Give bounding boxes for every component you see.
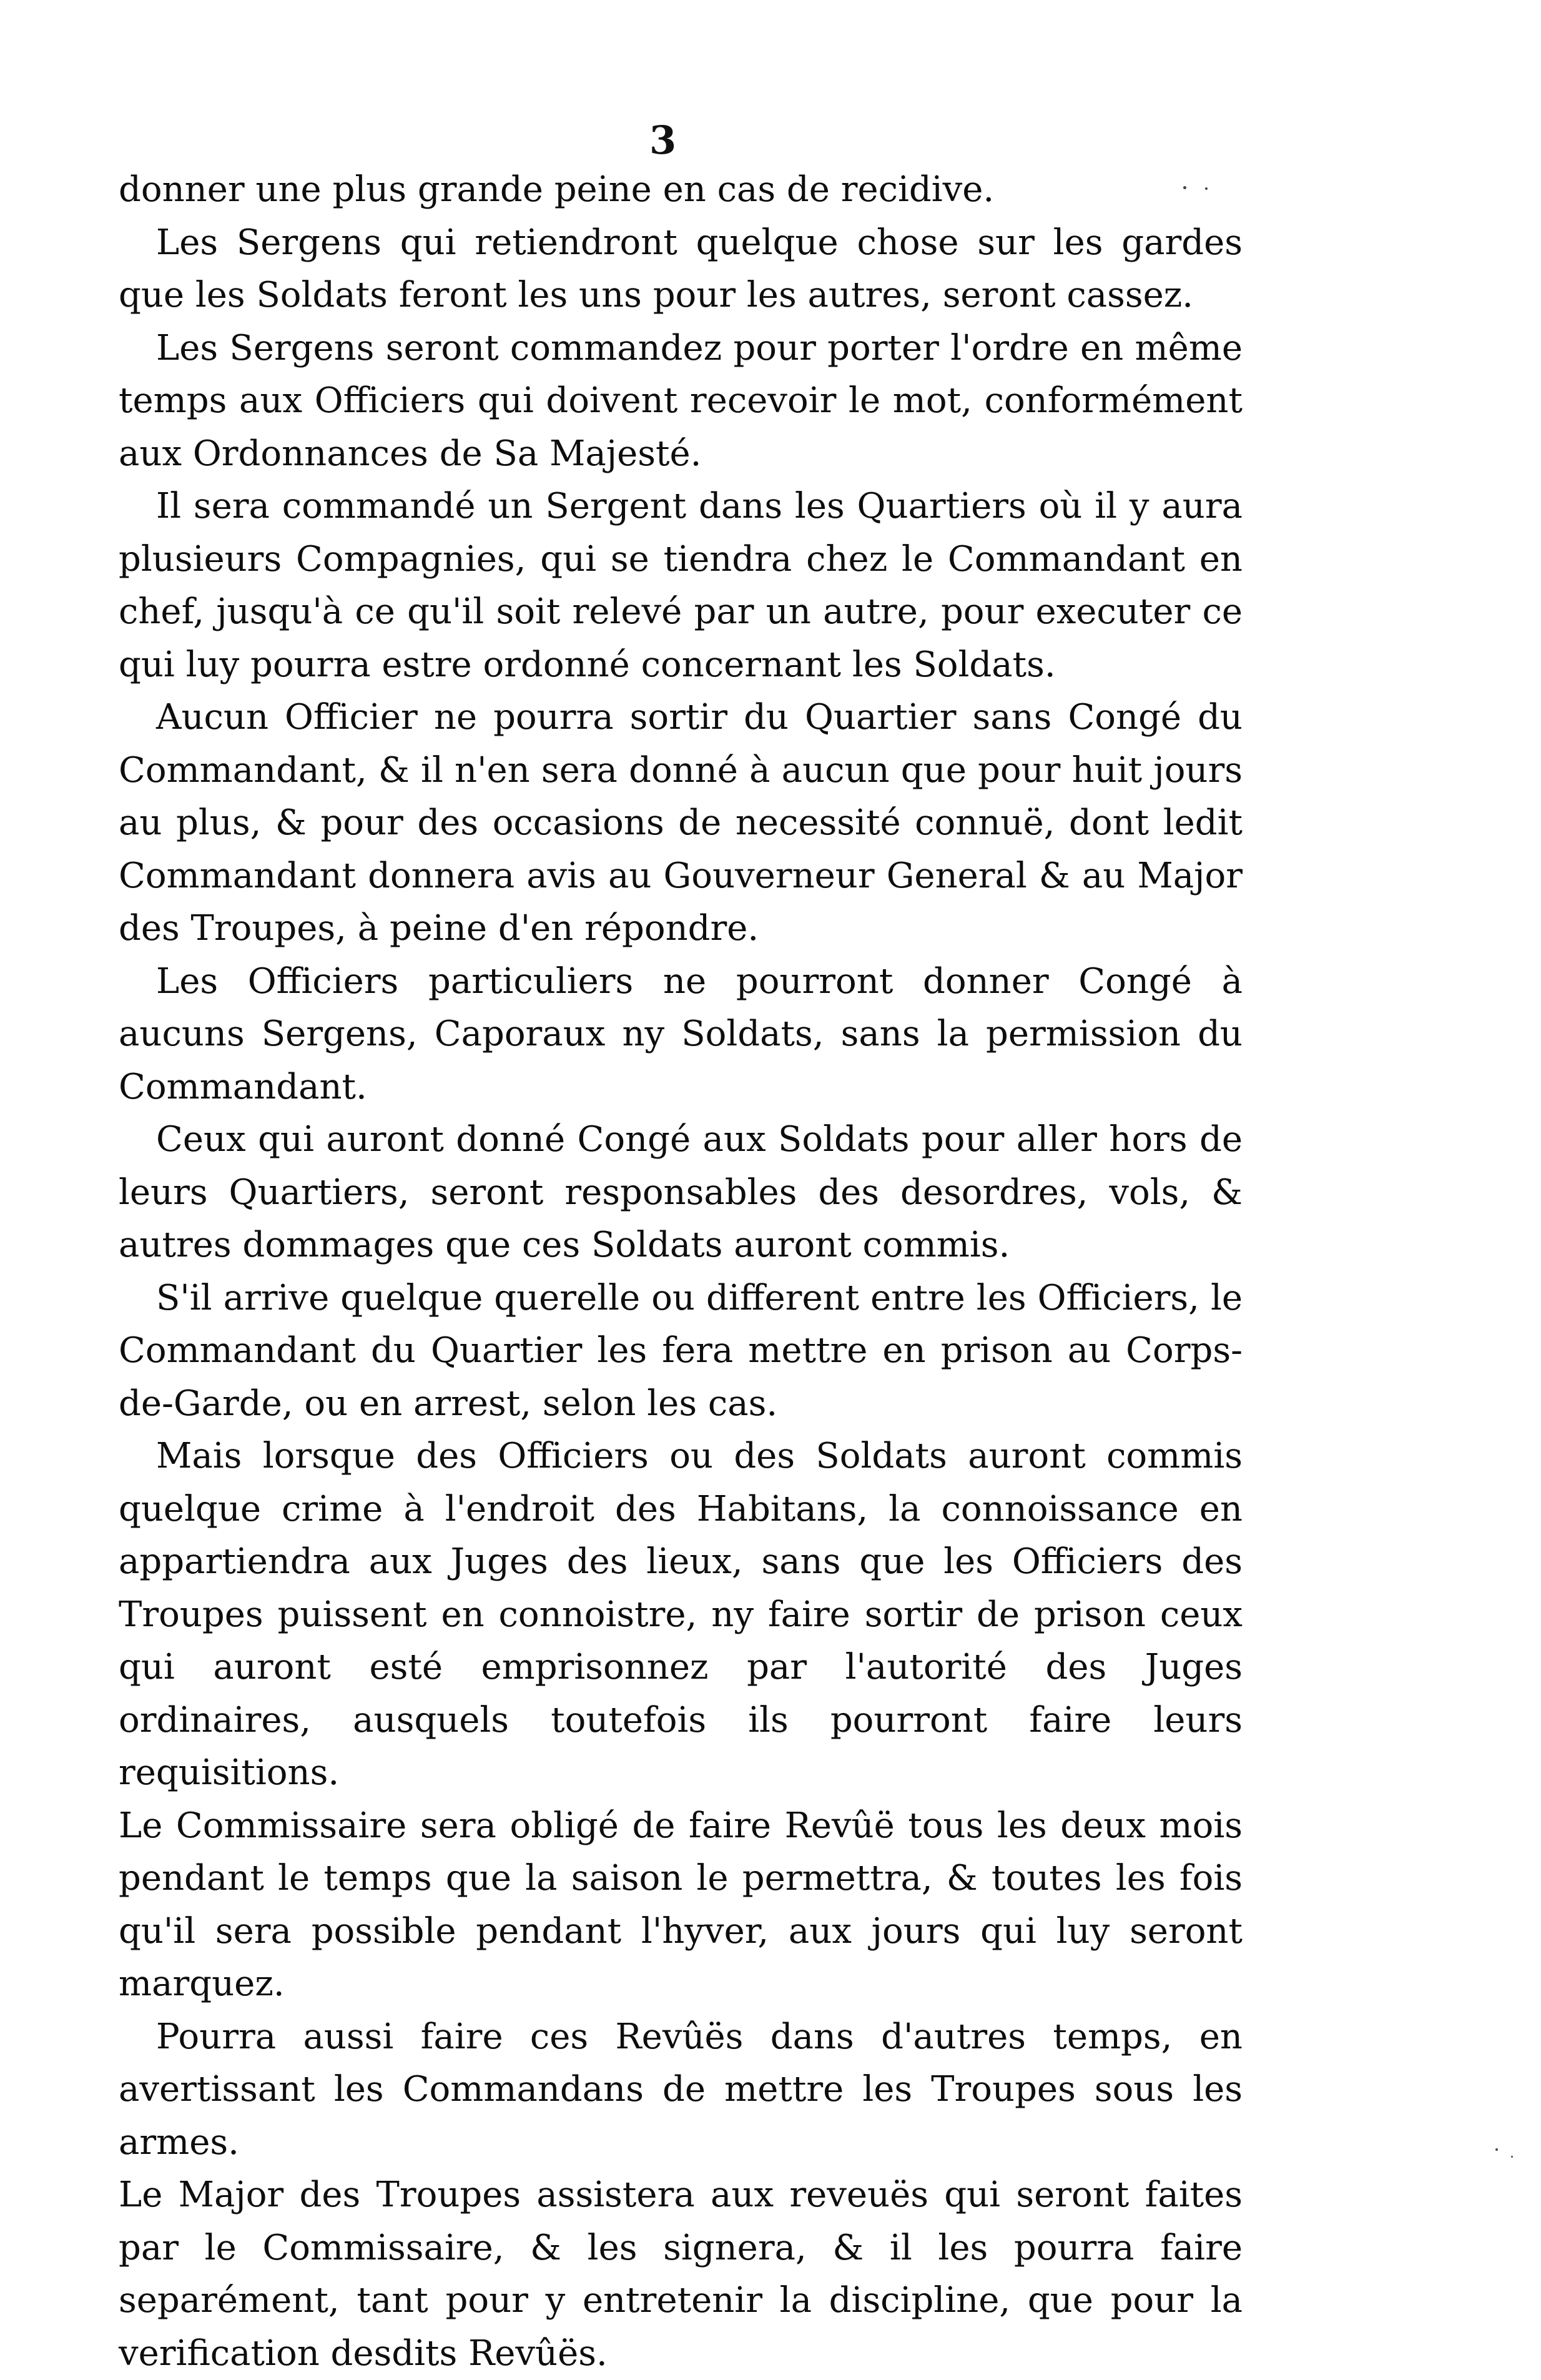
paragraph: S'il arrive quelque querelle ou different entre les Officiers, le Commandant du Quartier les fera mettre en prison au Corps-de-Garde, ou en arrest, selon les cas. — [119, 1277, 1243, 1424]
paragraph: Mais lorsque des Officiers ou des Soldats auront commis quelque crime à l'endroit des Habitans, la connoissance en appartiendra aux Juges des lieux, sans que les Officiers des Troupes puissent en connoistre, ny faire sortir de prison ceux qui auront esté emprisonnez par l'autorité des Juges ordinaires, ausquels toutefois ils pourront faire leurs requisitions. — [119, 1436, 1243, 1793]
ink-speck — [1511, 2156, 1513, 2158]
paragraph: Les Officiers particuliers ne pourront donner Congé à aucuns Sergens, Caporaux ny Soldats, sans la permission du Commandant. — [119, 960, 1243, 1107]
paragraph: Pourra aussi faire ces Revûës dans d'autres temps, en avertissant les Commandans de mettre les Troupes sous les armes. — [119, 2016, 1243, 2163]
body-text — [119, 164, 1243, 2380]
paragraph: Il sera commandé un Sergent dans les Quartiers où il y aura plusieurs Compagnies, qui se tiendra chez le Commandant en chef, jusqu'à ce qu'il soit relevé par un autre, pour executer ce qui luy pourra estre ordonné concernant les Soldats. — [119, 486, 1243, 685]
paragraph: Les Sergens seront commandez pour porter l'ordre en même temps aux Officiers qui doivent recevoir le mot, conformément aux Ordonnances de Sa Majesté. — [119, 327, 1243, 474]
page-number: 3 — [649, 117, 677, 163]
ink-speck — [1495, 2148, 1498, 2151]
ink-speck — [1205, 187, 1208, 190]
paragraph: Aucun Officier ne pourra sortir du Quartier sans Congé du Commandant, & il n'en sera donné à aucun que pour huit jours au plus, & pour des occasions de necessité connuë, dont ledit Commandant donnera avis au Gouverneur General & au Major des Troupes, à peine d'en répondre. — [119, 697, 1243, 949]
ink-speck — [1183, 186, 1186, 189]
paragraph: Le Commissaire sera obligé de faire Revûë tous les deux mois pendant le temps que la saison le permettra, & toutes les fois qu'il sera possible pendant l'hyver, aux jours qui luy seront marquez. — [119, 1805, 1243, 2004]
paragraph: Ceux qui auront donné Congé aux Soldats pour aller hors de leurs Quartiers, seront responsables des desordres, vols, & autres dommages que ces Soldats auront commis. — [119, 1119, 1243, 1265]
paragraph: Les Sergens qui retiendront quelque chose sur les gardes que les Soldats feront les uns pour les autres, seront cassez. — [119, 222, 1243, 315]
paragraph: donner une plus grande peine en cas de recidive. — [119, 169, 995, 210]
paragraph: Le Major des Troupes assistera aux reveuës qui seront faites par le Commissaire, & les signera, & il les pourra faire separément, tant pour y entretenir la discipline, que pour la verification desdits Revûës. — [119, 2175, 1243, 2374]
